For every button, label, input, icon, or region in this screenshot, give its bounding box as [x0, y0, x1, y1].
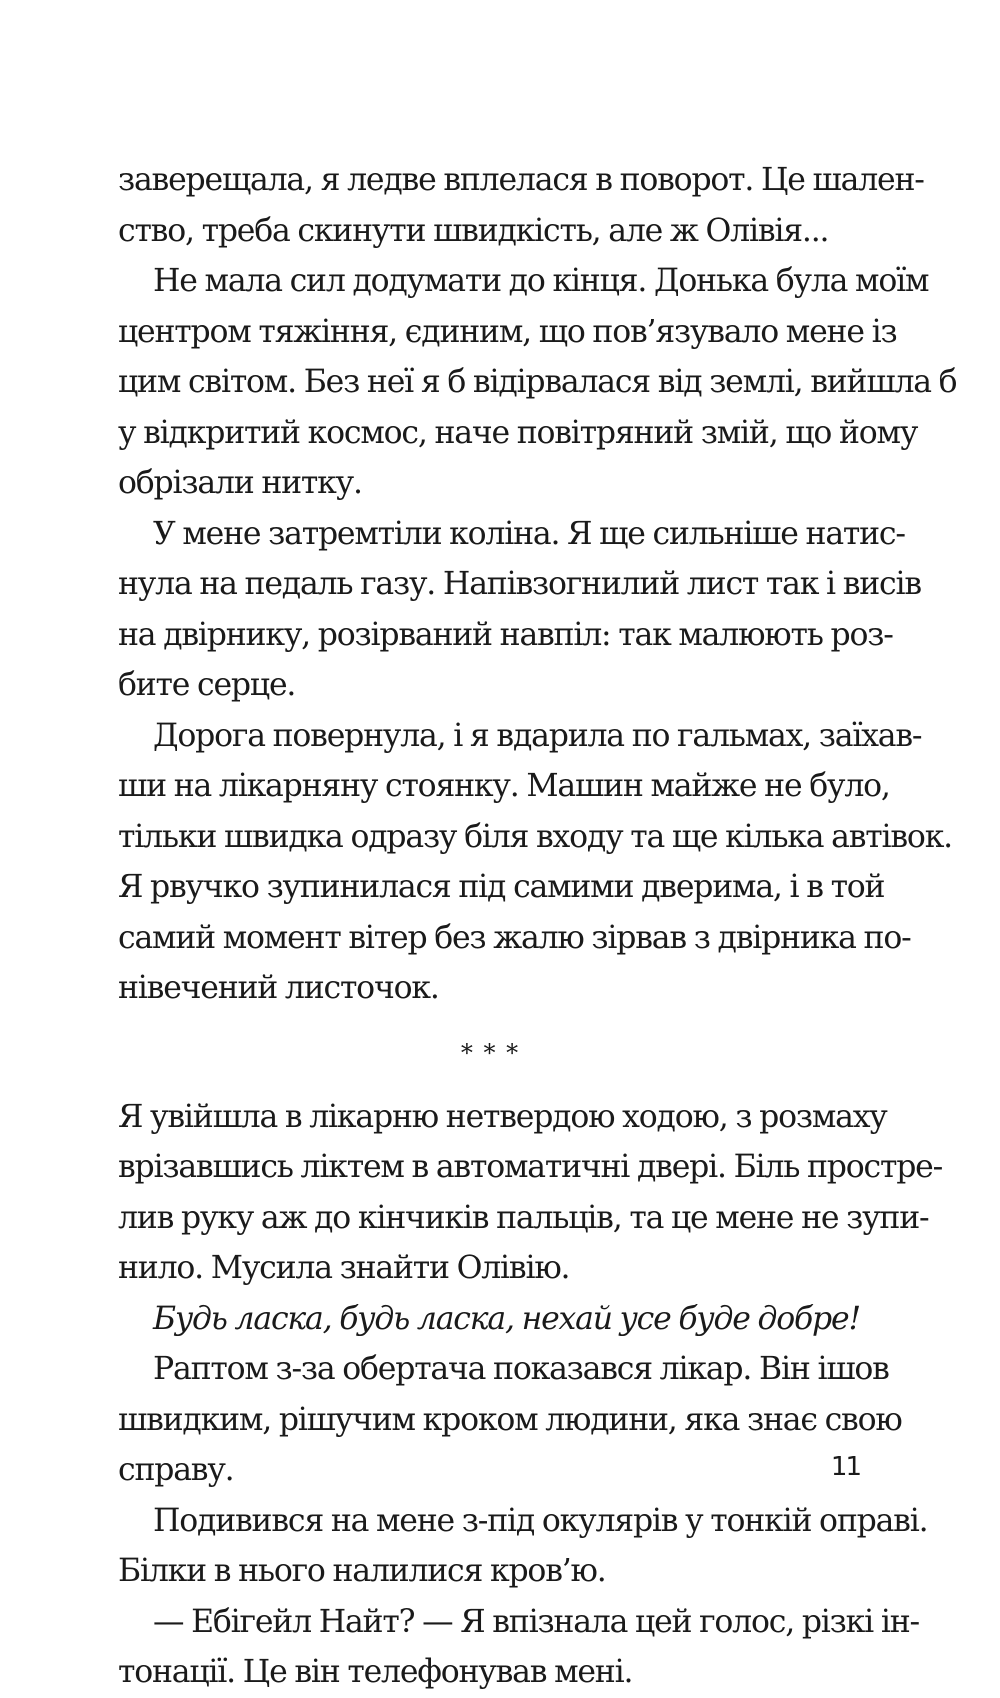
text-line: Я увійшла в лікарню нетвердою ходою, з розмаху: [118, 1098, 887, 1135]
page-body: [118, 155, 957, 1698]
text-line: Раптом з-за обертача показався лікар. Він ішов: [153, 1351, 889, 1387]
section-1: [118, 155, 957, 1014]
text-line: лив руку аж до кінчиків пальців, та це мене не зупи-: [118, 1199, 929, 1236]
text-line: бите серце.: [118, 667, 296, 703]
text-line: тонації. Це він телефонував мені.: [118, 1654, 633, 1690]
text-line: нівечений листочок.: [118, 970, 439, 1006]
text-line: Я рвучко зупинилася під самими дверима, і в той: [118, 869, 885, 905]
text-line: нило. Мусила знайти Олівію.: [118, 1250, 570, 1286]
text-line: центром тяжіння, єдиним, що пов’язувало мене із: [118, 313, 897, 350]
text-line: — Ебігейл Найт? — Я впізнала цей голос, різкі ін-: [153, 1603, 919, 1640]
text-line: цим світом. Без неї я б відірвалася від землі, вийшла б: [118, 364, 957, 400]
text-line: У мене затремтіли коліна. Я ще сильніше натис-: [153, 515, 905, 552]
text-line: обрізали нитку.: [118, 465, 362, 501]
text-line: заверещала, я ледве вплелася в поворот. Це шален-: [118, 162, 924, 198]
text-line: тільки швидка одразу біля входу та ще кілька автівок.: [118, 818, 952, 855]
text-line: на двірнику, розірваний навпіл: так малюють роз-: [118, 616, 893, 653]
text-line: врізавшись ліктем в автоматичні двері. Біль простре-: [118, 1149, 943, 1185]
text-line: швидким, рішучим кроком людини, яка знає свою: [118, 1401, 902, 1438]
text-line: Будь ласка, будь ласка, нехай усе буде добре!: [153, 1300, 860, 1337]
page-number: 11: [830, 1452, 860, 1482]
text-line: Подивився на мене з-під окулярів у тонкій оправі.: [153, 1502, 928, 1539]
text-line: Білки в нього налилися кров’ю.: [118, 1553, 606, 1589]
section-2: [118, 1092, 943, 1698]
text-line: самий момент вітер без жалю зірвав з двірника по-: [118, 919, 911, 956]
text-line: ши на лікарняну стоянку. Машин майже не було,: [118, 768, 890, 804]
text-line: у відкритий космос, наче повітряний змій, що йому: [118, 414, 918, 451]
text-line: справу.: [118, 1452, 234, 1488]
text-line: нула на педаль газу. Напівзогнилий лист так і висів: [118, 566, 921, 602]
text-line: Дорога повернула, і я вдарила по гальмах, заїхав-: [153, 717, 922, 754]
section-separator: * * *: [460, 1038, 521, 1067]
text-line: Не мала сил додумати до кінця. Донька була моїм: [153, 263, 929, 299]
text-line: ство, треба скинути швидкість, але ж Олівія...: [118, 212, 829, 249]
